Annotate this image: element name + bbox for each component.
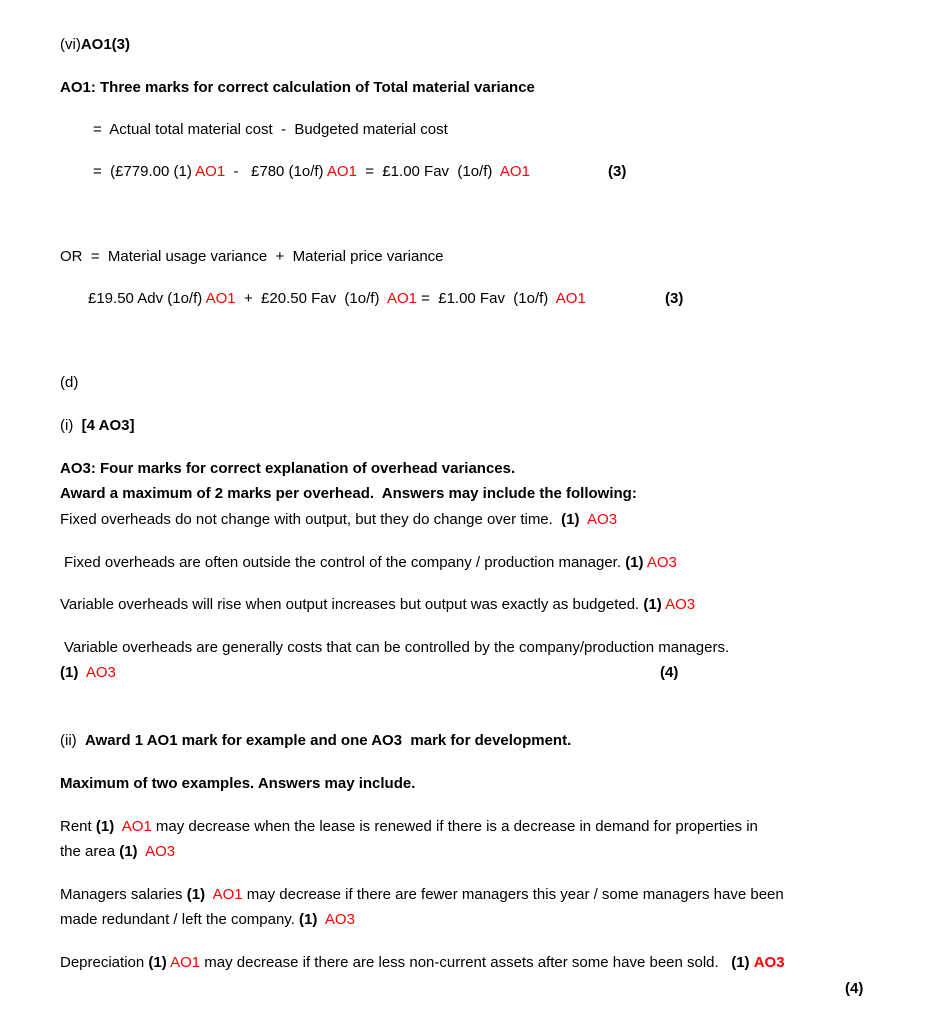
document-line	[60, 954, 785, 972]
text: may decrease when the lease is renewed if there is a decrease in demand for properties in	[151, 818, 758, 835]
text: Variable overheads are generally costs that can be controlled by the company/production managers.	[64, 639, 730, 656]
text: + £20.50 Fav (1o/f)	[235, 290, 387, 307]
bold-text: (3)	[665, 290, 684, 307]
document-line	[665, 290, 683, 308]
document-line	[608, 163, 626, 181]
text: (i)	[60, 417, 82, 434]
document-line	[88, 290, 586, 308]
document-line	[64, 639, 729, 657]
assessment-objective-label: AO3	[646, 554, 677, 571]
assessment-objective-label: AO3	[85, 664, 116, 681]
text: Variable overheads will rise when output increases but output was exactly as budgeted.	[60, 596, 644, 613]
document-line	[60, 818, 758, 836]
text: the area	[60, 843, 120, 860]
text: may decrease if there are fewer managers this year / some managers have been	[242, 886, 784, 903]
text: Fixed overheads are often outside the control of the company / production manager.	[64, 554, 626, 571]
text: = (£779.00 (1)	[93, 163, 196, 180]
assessment-objective-label: AO1	[121, 818, 152, 835]
text: Managers salaries	[60, 886, 187, 903]
text	[317, 911, 325, 928]
document-line	[60, 511, 617, 529]
bold-text: (1)	[731, 954, 750, 971]
assessment-objective-label: AO1	[386, 290, 417, 307]
assessment-objective-label: AO3	[665, 596, 696, 613]
text	[138, 843, 146, 860]
text	[114, 818, 122, 835]
document-line	[60, 79, 535, 97]
bold-text: (1)	[299, 911, 318, 928]
document-line	[60, 596, 695, 614]
bold-text: (1)	[95, 818, 115, 835]
document-line	[60, 664, 116, 682]
document-line	[60, 248, 444, 266]
text: = £1.00 Fav (1o/f)	[356, 163, 500, 180]
text: made redundant / left the company.	[60, 911, 300, 928]
bold-text: (1)	[119, 843, 138, 860]
text: (ii)	[60, 732, 85, 749]
text: Depreciation	[60, 954, 149, 971]
document-line	[60, 460, 515, 478]
assessment-objective-label: AO3	[145, 843, 176, 860]
bold-text: (3)	[608, 163, 627, 180]
document-line	[64, 554, 677, 572]
document-line	[845, 980, 863, 998]
document-line	[60, 36, 130, 54]
bold-text: AO1(3)	[80, 36, 131, 53]
assessment-objective-label: AO1	[499, 163, 530, 180]
assessment-objective-label: AO3	[587, 511, 618, 528]
bold-text: (1)	[625, 554, 644, 571]
text: Rent	[60, 818, 96, 835]
document-line	[60, 911, 355, 929]
bold-text: (1)	[148, 954, 167, 971]
assessment-objective-label: AO3	[753, 954, 785, 971]
text: - £780 (1o/f)	[225, 163, 327, 180]
bold-text: AO1: Three marks for correct calculation of Total material variance	[60, 79, 535, 96]
document-line	[60, 417, 134, 435]
bold-text: (1)	[186, 886, 206, 903]
text: £19.50 Adv (1o/f)	[88, 290, 206, 307]
text: = Actual total material cost - Budgeted material cost	[93, 121, 448, 138]
document-line	[60, 485, 637, 503]
assessment-objective-label: AO1	[212, 886, 243, 903]
document-line	[60, 843, 175, 861]
text: Fixed overheads do not change with output, but they do change over time.	[60, 511, 562, 528]
assessment-objective-label: AO1	[205, 290, 236, 307]
assessment-objective-label: AO1	[170, 954, 201, 971]
assessment-objective-label: AO3	[324, 911, 355, 928]
assessment-objective-label: AO1	[326, 163, 357, 180]
bold-text: Award 1 AO1 mark for example and one AO3 mark for development.	[85, 732, 572, 749]
assessment-objective-label: AO1	[555, 290, 586, 307]
assessment-objective-label: AO1	[195, 163, 226, 180]
document-line	[60, 374, 78, 392]
bold-text: Award a maximum of 2 marks per overhead. Answers may include the following:	[60, 485, 637, 502]
document-line	[93, 163, 530, 181]
bold-text: (4)	[660, 664, 679, 681]
text	[205, 886, 213, 903]
bold-text: (1)	[60, 664, 79, 681]
bold-text: (1)	[561, 511, 580, 528]
bold-text: (4)	[845, 980, 864, 997]
text	[78, 664, 86, 681]
bold-text: Maximum of two examples. Answers may include.	[60, 775, 416, 792]
document-line	[60, 775, 415, 793]
text: may decrease if there are less non-current assets after some have been sold.	[200, 954, 732, 971]
text: OR = Material usage variance + Material price variance	[60, 248, 444, 265]
bold-text: AO3: Four marks for correct explanation of overhead variances.	[60, 460, 516, 477]
bold-text: [4 AO3]	[81, 417, 135, 434]
document-line	[93, 121, 448, 139]
text: (vi)	[60, 36, 81, 53]
text: = £1.00 Fav (1o/f)	[416, 290, 556, 307]
text: (d)	[60, 374, 79, 391]
document-line	[60, 886, 784, 904]
document-line	[60, 732, 571, 750]
document-line	[660, 664, 678, 682]
bold-text: (1)	[643, 596, 662, 613]
text	[580, 511, 588, 528]
